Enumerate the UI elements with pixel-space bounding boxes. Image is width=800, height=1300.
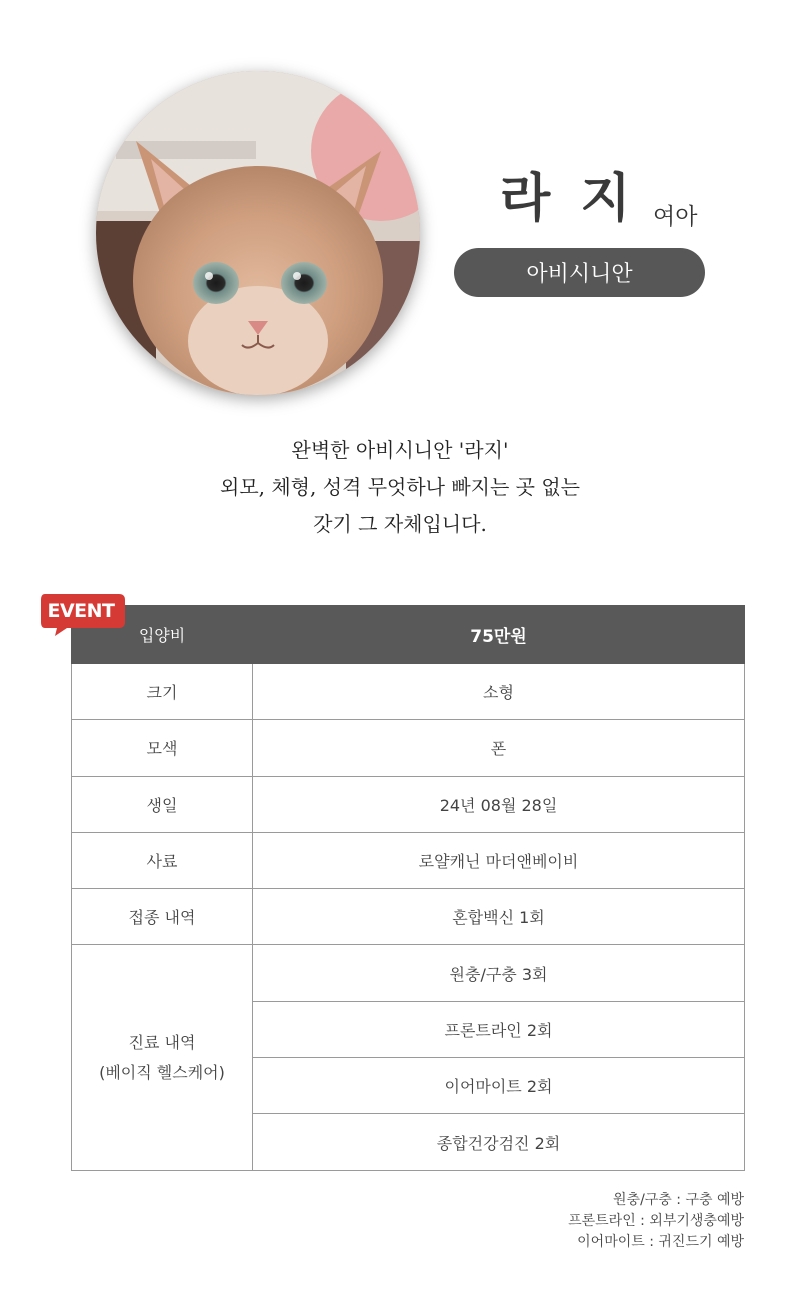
row-value: 프론트라인 2회	[253, 1001, 745, 1057]
pet-gender: 여아	[653, 204, 698, 230]
table-header-row	[72, 606, 745, 664]
pet-info-table	[71, 605, 745, 1171]
row-value: 종합건강검진 2회	[253, 1114, 745, 1170]
row-value: 로얄캐닌 마더앤베이비	[253, 832, 745, 888]
footnote-line: 이어마이트 : 귀진드기 예방	[577, 1234, 744, 1250]
row-value: 폰	[253, 720, 745, 776]
row-value: 혼합백신 1회	[253, 889, 745, 945]
row-label: 접종 내역	[72, 889, 253, 945]
adoption-fee-label: 입양비	[72, 606, 253, 664]
table-row	[72, 832, 745, 888]
breed-badge	[454, 248, 705, 297]
row-value: 소형	[253, 664, 745, 720]
row-value: 이어마이트 2회	[253, 1058, 745, 1114]
description-line: 갓기 그 자체입니다.	[313, 512, 487, 536]
table-row	[72, 776, 745, 832]
kitten-photo	[96, 71, 420, 395]
row-label: 모색	[72, 720, 253, 776]
event-label: EVENT	[47, 600, 115, 622]
pet-description	[0, 432, 800, 543]
row-label: 크기	[72, 664, 253, 720]
table-row	[72, 945, 745, 1001]
pet-name: 라 지	[500, 169, 637, 229]
breed-label: 아비시니안	[526, 262, 633, 287]
table-row	[72, 720, 745, 776]
footnote-line: 원충/구충 : 구충 예방	[613, 1192, 744, 1208]
medical-label-line: 진료 내역	[128, 1032, 196, 1052]
description-line: 완벽한 아비시니안 '라지'	[291, 438, 509, 462]
row-value: 24년 08월 28일	[253, 776, 745, 832]
table-row	[72, 889, 745, 945]
table-row	[72, 664, 745, 720]
adoption-fee-value: 75만원	[253, 606, 745, 664]
footnotes	[568, 1190, 744, 1253]
row-label: 생일	[72, 776, 253, 832]
medical-history-label	[72, 945, 253, 1170]
row-label: 사료	[72, 832, 253, 888]
medical-label-line: (베이직 헬스케어)	[99, 1062, 225, 1082]
footnote-line: 프론트라인 : 외부기생충예방	[568, 1213, 744, 1229]
description-line: 외모, 체형, 성격 무엇하나 빠지는 곳 없는	[220, 475, 580, 499]
row-value: 원충/구충 3회	[253, 945, 745, 1001]
